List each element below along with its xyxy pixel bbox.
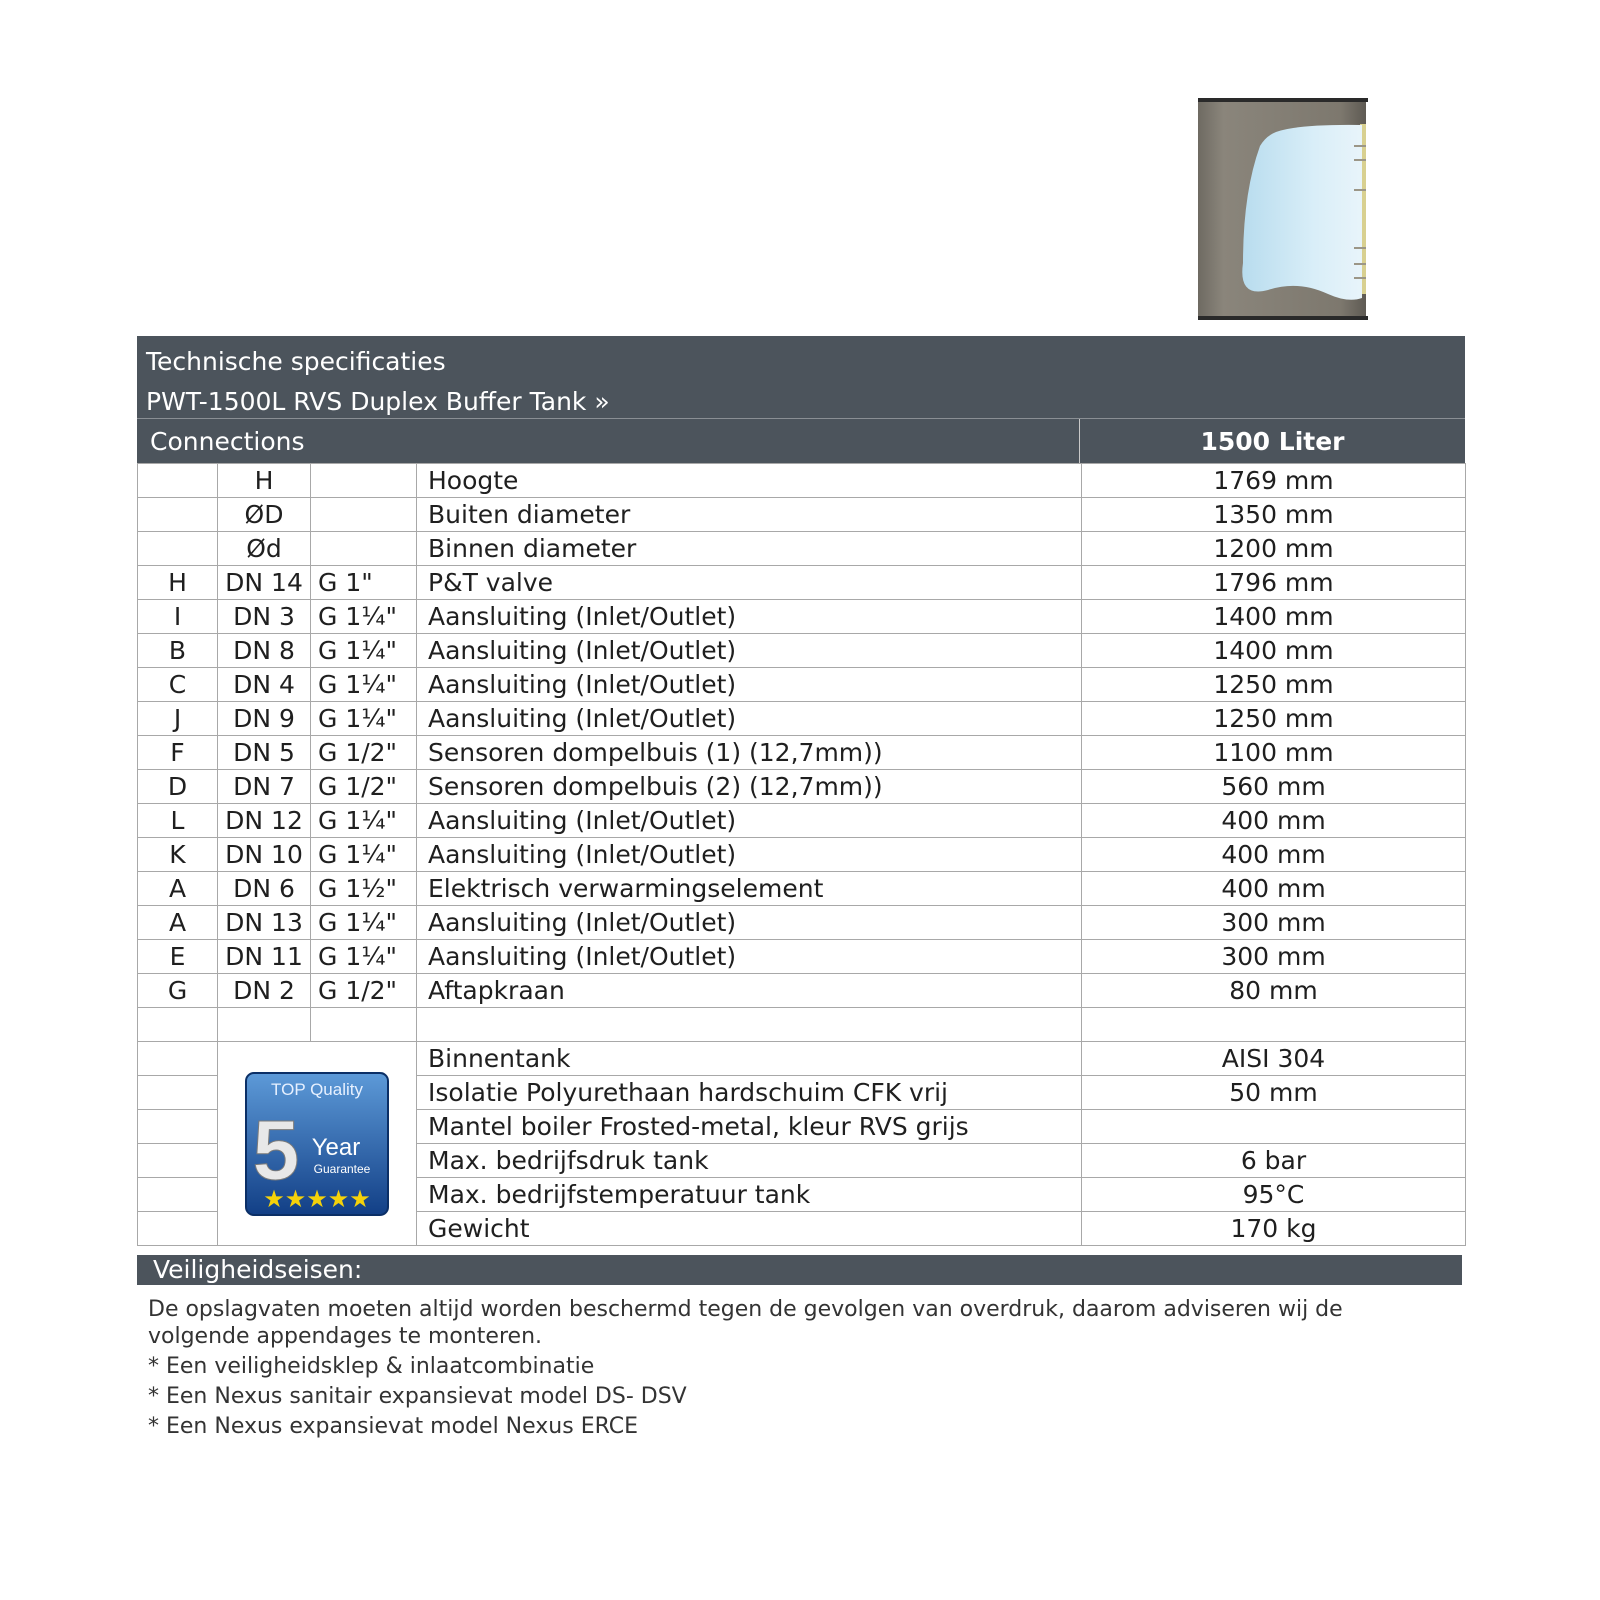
connection-letter: B bbox=[138, 634, 218, 668]
spec-value: 170 kg bbox=[1082, 1212, 1466, 1246]
connection-value: 300 mm bbox=[1082, 940, 1466, 974]
connection-letter: A bbox=[138, 906, 218, 940]
connection-letter: A bbox=[138, 872, 218, 906]
connection-value: 1250 mm bbox=[1082, 668, 1466, 702]
connection-thread: G 1¼" bbox=[311, 838, 417, 872]
connection-dn: ØD bbox=[218, 498, 311, 532]
spec-value: 50 mm bbox=[1082, 1076, 1466, 1110]
connection-name: Elektrisch verwarmingselement bbox=[417, 872, 1082, 906]
connection-dn: DN 4 bbox=[218, 668, 311, 702]
spec-name: Binnentank bbox=[417, 1042, 1082, 1076]
connection-name: Sensoren dompelbuis (2) (12,7mm)) bbox=[417, 770, 1082, 804]
connection-name: Hoogte bbox=[417, 464, 1082, 498]
safety-header: Veiligheidseisen: bbox=[137, 1255, 1462, 1285]
connection-thread: G 1/2" bbox=[311, 974, 417, 1008]
connection-dn: DN 12 bbox=[218, 804, 311, 838]
spacer-cell bbox=[311, 1008, 417, 1042]
connection-dn: DN 13 bbox=[218, 906, 311, 940]
spec-value: 95°C bbox=[1082, 1178, 1466, 1212]
connection-row bbox=[138, 872, 1466, 906]
connection-name: Aansluiting (Inlet/Outlet) bbox=[417, 702, 1082, 736]
spec-name: Max. bedrijfstemperatuur tank bbox=[417, 1178, 1082, 1212]
connection-row bbox=[138, 464, 1466, 498]
connection-row bbox=[138, 600, 1466, 634]
connection-dn: DN 6 bbox=[218, 872, 311, 906]
connection-value: 1350 mm bbox=[1082, 498, 1466, 532]
safety-intro: De opslagvaten moeten altijd worden beschermd tegen de gevolgen van overdruk, daarom adviseren wij de volgende appendages te monteren. bbox=[148, 1297, 1343, 1349]
connection-name: Binnen diameter bbox=[417, 532, 1082, 566]
connection-dn: DN 8 bbox=[218, 634, 311, 668]
connection-thread: G 1½" bbox=[311, 872, 417, 906]
connections-label: Connections bbox=[150, 427, 305, 456]
badge-number: 5 bbox=[252, 1102, 300, 1197]
connection-thread bbox=[311, 498, 417, 532]
spec-name: Mantel boiler Frosted-metal, kleur RVS grijs bbox=[417, 1110, 1082, 1144]
spec-sheet bbox=[137, 336, 1465, 1246]
connection-dn: H bbox=[218, 464, 311, 498]
connection-value: 1796 mm bbox=[1082, 566, 1466, 600]
spacer-cell bbox=[1082, 1008, 1466, 1042]
badge-stars: ★★★★★ bbox=[263, 1184, 371, 1213]
connection-thread: G 1/2" bbox=[311, 770, 417, 804]
connection-letter bbox=[138, 498, 218, 532]
connection-value: 1200 mm bbox=[1082, 532, 1466, 566]
connection-value: 560 mm bbox=[1082, 770, 1466, 804]
connection-dn: DN 11 bbox=[218, 940, 311, 974]
connection-row bbox=[138, 838, 1466, 872]
connection-dn: DN 10 bbox=[218, 838, 311, 872]
connection-dn: DN 3 bbox=[218, 600, 311, 634]
spec-empty-cell bbox=[138, 1110, 218, 1144]
connection-value: 300 mm bbox=[1082, 906, 1466, 940]
connection-letter: E bbox=[138, 940, 218, 974]
spec-name: Isolatie Polyurethaan hardschuim CFK vrij bbox=[417, 1076, 1082, 1110]
connection-thread: G 1" bbox=[311, 566, 417, 600]
connection-dn: DN 9 bbox=[218, 702, 311, 736]
spacer-cell bbox=[417, 1008, 1082, 1042]
connection-row bbox=[138, 736, 1466, 770]
connection-name: Aansluiting (Inlet/Outlet) bbox=[417, 906, 1082, 940]
spec-value: AISI 304 bbox=[1082, 1042, 1466, 1076]
connection-letter: D bbox=[138, 770, 218, 804]
spec-empty-cell bbox=[138, 1212, 218, 1246]
safety-item: * Een Nexus sanitair expansievat model DS- DSV bbox=[148, 1384, 687, 1409]
connection-name: Sensoren dompelbuis (1) (12,7mm)) bbox=[417, 736, 1082, 770]
connection-letter: H bbox=[138, 566, 218, 600]
badge-top-text: TOP Quality bbox=[271, 1079, 363, 1099]
spec-name: Max. bedrijfsdruk tank bbox=[417, 1144, 1082, 1178]
badge-year-text: Year bbox=[311, 1133, 361, 1161]
spacer-row bbox=[138, 1008, 1466, 1042]
connection-name: Aansluiting (Inlet/Outlet) bbox=[417, 940, 1082, 974]
spec-title: Technische specificaties bbox=[146, 347, 446, 376]
connection-thread bbox=[311, 532, 417, 566]
safety-item: * Een Nexus expansievat model Nexus ERCE bbox=[148, 1414, 639, 1439]
spec-name: Gewicht bbox=[417, 1212, 1082, 1246]
connection-thread: G 1¼" bbox=[311, 804, 417, 838]
connection-letter: J bbox=[138, 702, 218, 736]
spec-table bbox=[137, 463, 1466, 1246]
buffer-tank-image bbox=[1198, 98, 1368, 320]
product-title: PWT-1500L RVS Duplex Buffer Tank » bbox=[146, 387, 610, 416]
badge-cell bbox=[218, 1042, 417, 1246]
spacer-cell bbox=[218, 1008, 311, 1042]
connection-value: 400 mm bbox=[1082, 872, 1466, 906]
connection-row bbox=[138, 940, 1466, 974]
connection-letter bbox=[138, 464, 218, 498]
connection-value: 400 mm bbox=[1082, 838, 1466, 872]
connection-row bbox=[138, 532, 1466, 566]
connection-value: 400 mm bbox=[1082, 804, 1466, 838]
spec-empty-cell bbox=[138, 1076, 218, 1110]
connection-row bbox=[138, 906, 1466, 940]
connection-thread: G 1¼" bbox=[311, 668, 417, 702]
connection-dn: DN 7 bbox=[218, 770, 311, 804]
connection-value: 80 mm bbox=[1082, 974, 1466, 1008]
spacer-cell bbox=[138, 1008, 218, 1042]
badge-guarantee-text: Guarantee bbox=[313, 1161, 371, 1176]
connection-thread: G 1/2" bbox=[311, 736, 417, 770]
connection-thread: G 1¼" bbox=[311, 600, 417, 634]
connection-dn: DN 2 bbox=[218, 974, 311, 1008]
five-year-guarantee-badge bbox=[244, 1071, 390, 1217]
connection-letter bbox=[138, 532, 218, 566]
connection-letter: G bbox=[138, 974, 218, 1008]
connection-name: Aftapkraan bbox=[417, 974, 1082, 1008]
connection-row bbox=[138, 668, 1466, 702]
connection-thread: G 1¼" bbox=[311, 702, 417, 736]
connection-thread: G 1¼" bbox=[311, 634, 417, 668]
spec-header bbox=[137, 336, 1465, 418]
connection-letter: L bbox=[138, 804, 218, 838]
connection-thread: G 1¼" bbox=[311, 940, 417, 974]
spec-row bbox=[138, 1042, 1466, 1076]
connection-name: Buiten diameter bbox=[417, 498, 1082, 532]
spec-empty-cell bbox=[138, 1178, 218, 1212]
spec-empty-cell bbox=[138, 1144, 218, 1178]
connection-row bbox=[138, 566, 1466, 600]
connection-name: Aansluiting (Inlet/Outlet) bbox=[417, 804, 1082, 838]
spec-value: 6 bar bbox=[1082, 1144, 1466, 1178]
connection-name: Aansluiting (Inlet/Outlet) bbox=[417, 600, 1082, 634]
safety-text bbox=[148, 1296, 1448, 1440]
connection-row bbox=[138, 702, 1466, 736]
connections-header-row bbox=[137, 418, 1465, 463]
connection-value: 1400 mm bbox=[1082, 600, 1466, 634]
connection-value: 1400 mm bbox=[1082, 634, 1466, 668]
connection-thread bbox=[311, 464, 417, 498]
connection-value: 1769 mm bbox=[1082, 464, 1466, 498]
connection-letter: C bbox=[138, 668, 218, 702]
connection-value: 1250 mm bbox=[1082, 702, 1466, 736]
connection-dn: DN 5 bbox=[218, 736, 311, 770]
connection-row bbox=[138, 634, 1466, 668]
connection-dn: DN 14 bbox=[218, 566, 311, 600]
connection-row bbox=[138, 974, 1466, 1008]
connection-name: Aansluiting (Inlet/Outlet) bbox=[417, 838, 1082, 872]
connection-dn: Ød bbox=[218, 532, 311, 566]
connection-name: P&T valve bbox=[417, 566, 1082, 600]
connection-letter: I bbox=[138, 600, 218, 634]
connection-letter: F bbox=[138, 736, 218, 770]
connection-value: 1100 mm bbox=[1082, 736, 1466, 770]
connection-row bbox=[138, 804, 1466, 838]
connection-name: Aansluiting (Inlet/Outlet) bbox=[417, 668, 1082, 702]
connection-row bbox=[138, 770, 1466, 804]
spec-value bbox=[1082, 1110, 1466, 1144]
capacity-label: 1500 Liter bbox=[1079, 419, 1465, 463]
connection-thread: G 1¼" bbox=[311, 906, 417, 940]
connection-letter: K bbox=[138, 838, 218, 872]
connection-row bbox=[138, 498, 1466, 532]
spec-empty-cell bbox=[138, 1042, 218, 1076]
connection-name: Aansluiting (Inlet/Outlet) bbox=[417, 634, 1082, 668]
safety-item: * Een veiligheidsklep & inlaatcombinatie bbox=[148, 1354, 595, 1379]
